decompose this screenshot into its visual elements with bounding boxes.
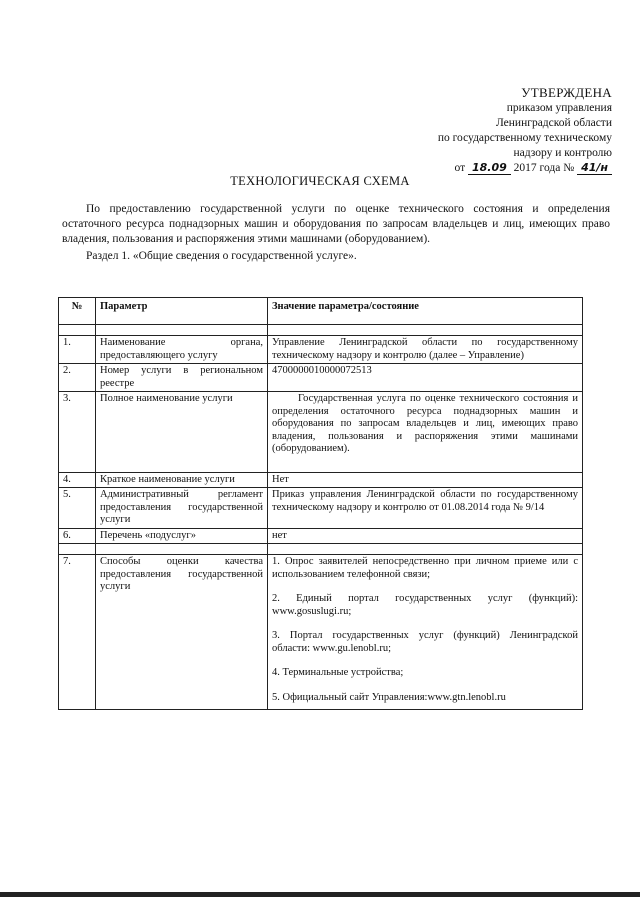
table-row <box>59 488 583 529</box>
approval-line-1: приказом управления <box>506 102 612 114</box>
scan-edge-bar <box>0 892 640 897</box>
document-title: ТЕХНОЛОГИЧЕСКАЯ СХЕМА <box>230 174 410 188</box>
quality-method-item: 4. Терминальные устройства; <box>272 667 404 678</box>
approval-heading: УТВЕРЖДЕНА <box>521 85 612 100</box>
table-row <box>59 528 583 544</box>
quality-method-item: 1. Опрос заявителей непосредственно при личном приеме или с использованием телефонной связи; <box>272 556 578 580</box>
technology-scheme-table <box>58 297 583 710</box>
row-value: 4700000010000072513 <box>268 364 583 392</box>
row-number: 4. <box>59 472 96 488</box>
intro-paragraph: По предоставлению государственной услуги по оценке технического состояния и определения остаточного ресурса поднадзорных машин и оборудования по запросам владельцев и лиц, имеющих право владения, пользования и распоряжения этими машинами (оборудованием). <box>62 203 610 245</box>
row-value-list <box>268 555 583 710</box>
approval-number-handwritten: 41/н <box>577 162 612 175</box>
row-parameter: Полное наименование услуги <box>96 392 268 473</box>
row-parameter: Способы оценки качества предоставления государственной услуги <box>96 555 268 710</box>
row-value: нет <box>268 528 583 544</box>
approval-date-suffix: 2017 года № <box>513 162 575 174</box>
row-number: 3. <box>59 392 96 473</box>
row-value: Управление Ленинградской области по государственному техническому надзору и контролю (далее – Управление) <box>268 336 583 364</box>
row-parameter: Перечень «подуслуг» <box>96 528 268 544</box>
row-value: Нет <box>268 472 583 488</box>
quality-method-item: 3. Портал государственных услуг (функций) Ленинградской области: www.gu.lenobl.ru; <box>272 630 578 654</box>
quality-method-item: 5. Официальный сайт Управления:www.gtn.lenobl.ru <box>272 691 506 703</box>
approval-block <box>438 84 612 176</box>
section-heading: Раздел 1. «Общие сведения о государственной услуге». <box>86 250 357 262</box>
approval-line-2: Ленинградской области <box>495 117 612 129</box>
header-number: № <box>59 298 96 325</box>
table-spacer-row <box>59 544 583 555</box>
table-row <box>59 472 583 488</box>
row-number: 5. <box>59 488 96 529</box>
approval-line-3: по государственному техническому <box>437 132 612 144</box>
row-number: 2. <box>59 364 96 392</box>
row-number: 6. <box>59 528 96 544</box>
table-row <box>59 336 583 364</box>
table-header-row <box>59 298 583 325</box>
intro-block <box>62 202 610 264</box>
row-parameter: Наименование органа, предоставляющего услугу <box>96 336 268 364</box>
row-number: 1. <box>59 336 96 364</box>
row-value: Приказ управления Ленинградской области по государственному техническому надзору и контролю от 01.08.2014 года № 9/14 <box>268 488 583 529</box>
row-number: 7. <box>59 555 96 710</box>
table-row <box>59 364 583 392</box>
header-parameter: Параметр <box>96 298 268 325</box>
quality-method-item: 2. Единый портал государственных услуг (функций): www.gosuslugi.ru; <box>272 593 578 617</box>
row-parameter: Административный регламент предоставления государственной услуги <box>96 488 268 529</box>
approval-date-prefix: от <box>454 162 466 174</box>
approval-date-handwritten: 18.09 <box>468 162 511 175</box>
table-row <box>59 392 583 473</box>
row-parameter: Краткое наименование услуги <box>96 472 268 488</box>
table-spacer-row <box>59 325 583 336</box>
row-value: Государственная услуга по оценке технического состояния и определения остаточного ресурса поднадзорных машин и оборудования по запросам владельцев и лиц, имеющих право владения, пользования и распоряжения этими машинами (оборудованием). <box>268 392 583 473</box>
table-row <box>59 555 583 710</box>
approval-line-4: надзору и контролю <box>513 147 612 159</box>
header-value: Значение параметра/состояние <box>268 298 583 325</box>
row-parameter: Номер услуги в региональном реестре <box>96 364 268 392</box>
